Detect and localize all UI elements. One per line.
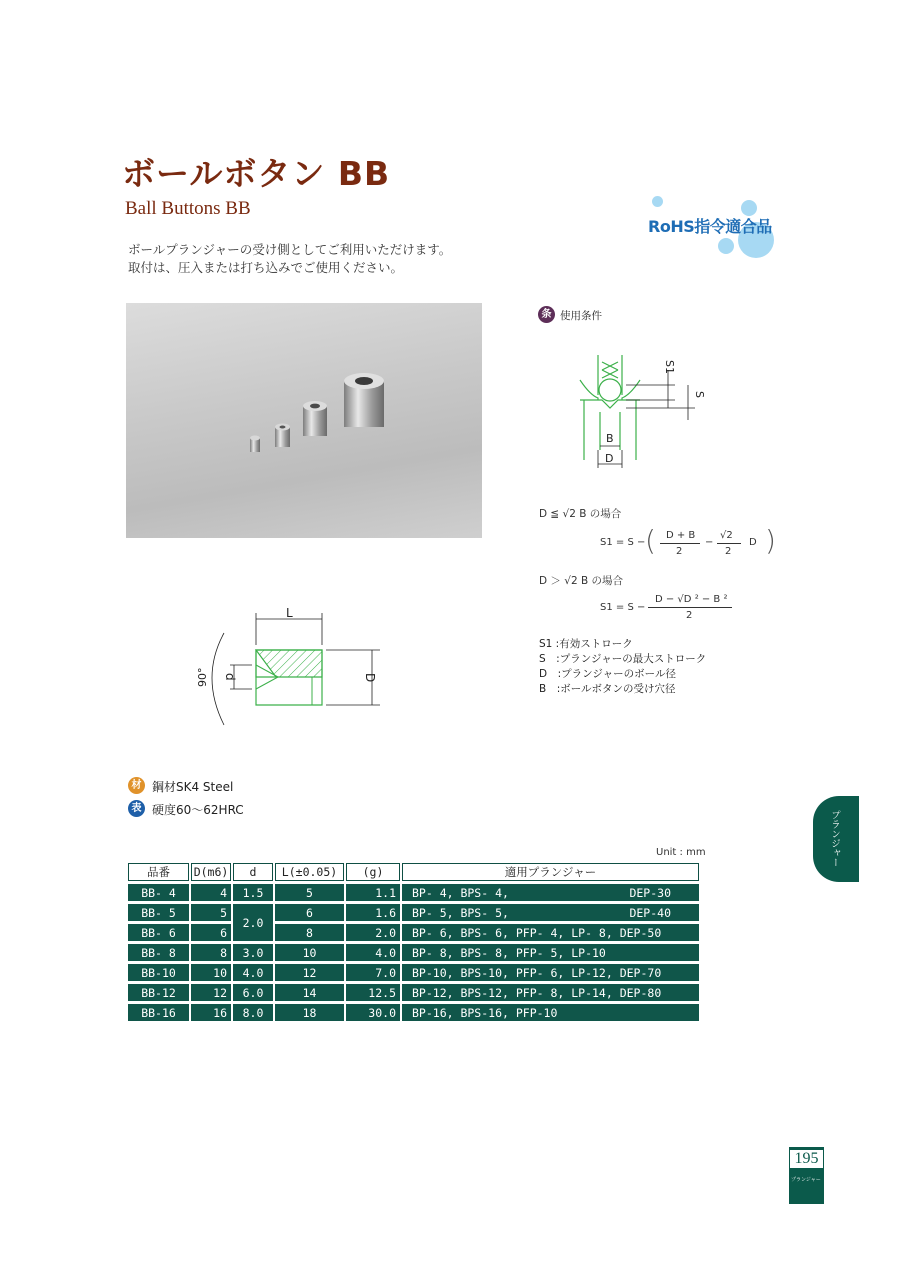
legend-s: S :プランジャーの最大ストローク xyxy=(539,653,707,665)
table-row xyxy=(128,924,699,941)
cell-part: BB- 8 xyxy=(128,944,189,961)
rohs-badge: RoHS指令適合品 xyxy=(648,217,772,236)
dim-angle: 90° xyxy=(196,667,209,687)
side-tab-label: プランジャー xyxy=(829,810,840,867)
cell-l: 6 xyxy=(275,904,344,921)
frac-line-1 xyxy=(660,543,700,544)
cell-weight: 7.0 xyxy=(346,964,400,981)
frac-line-2 xyxy=(717,543,741,544)
cell-weight: 2.0 xyxy=(346,924,400,941)
table-row xyxy=(128,904,699,921)
cell-dm6: 16 xyxy=(191,1004,231,1021)
dim-s1: S1 xyxy=(663,360,676,374)
col-weight: (g) xyxy=(346,863,400,881)
intro-line-1: ボールプランジャーの受け側としてご利用いただけます。 xyxy=(128,242,452,257)
cell-plunger: BP- 4, BPS- 4, DEP-30 xyxy=(402,884,699,901)
conditions-title: 使用条件 xyxy=(560,310,602,322)
dim-b: B xyxy=(606,432,614,445)
table-row xyxy=(128,1004,699,1021)
cell-plunger: BP-10, BPS-10, PFP- 6, LP-12, DEP-70 xyxy=(402,964,699,981)
formula1-d: D xyxy=(749,537,757,548)
cell-part: BB-12 xyxy=(128,984,189,1001)
table-row xyxy=(128,944,699,961)
product-drawing xyxy=(190,605,390,735)
cell-d: 3.0 xyxy=(233,944,273,961)
cell-dm6: 5 xyxy=(191,904,231,921)
unit-label: Unit : mm xyxy=(656,847,706,858)
cell-weight: 30.0 xyxy=(346,1004,400,1021)
cell-l: 14 xyxy=(275,984,344,1001)
spec-table xyxy=(126,860,701,1024)
formula2-num: D − √D ² − B ² xyxy=(655,594,728,605)
cell-dm6: 10 xyxy=(191,964,231,981)
col-plunger: 適用プランジャー xyxy=(402,863,699,881)
button-xlarge xyxy=(344,373,384,427)
cell-weight: 1.6 xyxy=(346,904,400,921)
cell-part: BB-10 xyxy=(128,964,189,981)
section-side-tab[interactable] xyxy=(813,796,859,882)
formula2-left: S1 = S − xyxy=(600,602,646,613)
formula1-minus: − xyxy=(705,537,714,548)
col-d-m6: D(m6) xyxy=(191,863,231,881)
cell-part: BB- 6 xyxy=(128,924,189,941)
cell-d: 1.5 xyxy=(233,884,273,901)
material-badge: 材 xyxy=(128,777,145,794)
formula1-left: S1 = S − xyxy=(600,537,646,548)
cell-d: 6.0 xyxy=(233,984,273,1001)
frac-line-3 xyxy=(648,607,732,608)
page-number: 195 xyxy=(789,1149,824,1169)
cell-l: 5 xyxy=(275,884,344,901)
table-row xyxy=(128,884,699,901)
table-header-row xyxy=(128,863,699,881)
formula1-den1: 2 xyxy=(676,546,683,557)
cell-part: BB- 4 xyxy=(128,884,189,901)
cell-l: 10 xyxy=(275,944,344,961)
paren-open: ( xyxy=(645,524,656,557)
material-text: 鋼材SK4 Steel xyxy=(152,780,234,794)
intro-line-2: 取付は、圧入または打ち込みでご使用ください。 xyxy=(128,260,404,275)
cell-d: 4.0 xyxy=(233,964,273,981)
cell-d: 2.0 xyxy=(233,904,273,941)
cell-l: 8 xyxy=(275,924,344,941)
legend-b: B :ボールボタンの受け穴径 xyxy=(539,683,676,695)
cell-plunger: BP-16, BPS-16, PFP-10 xyxy=(402,1004,699,1021)
legend-d: D :プランジャーのボール径 xyxy=(539,668,676,680)
cell-plunger: BP- 6, BPS- 6, PFP- 4, LP- 8, DEP-50 xyxy=(402,924,699,941)
col-part-no: 品番 xyxy=(128,863,189,881)
cell-weight: 12.5 xyxy=(346,984,400,1001)
case2-label: D ＞ √2 B の場合 xyxy=(539,575,624,587)
case1-label: D ≦ √2 B の場合 xyxy=(539,508,622,520)
table-row xyxy=(128,964,699,981)
paren-close: ) xyxy=(765,524,776,557)
cell-d: 8.0 xyxy=(233,1004,273,1021)
page-subtitle: Ball Buttons BB xyxy=(125,198,251,219)
dim-l: L xyxy=(286,606,293,620)
surface-badge: 表 xyxy=(128,800,145,817)
cell-plunger: BP-12, BPS-12, PFP- 8, LP-14, DEP-80 xyxy=(402,984,699,1001)
cell-weight: 1.1 xyxy=(346,884,400,901)
cell-weight: 4.0 xyxy=(346,944,400,961)
cell-l: 18 xyxy=(275,1004,344,1021)
table-row xyxy=(128,984,699,1001)
formula1-num1: D + B xyxy=(666,530,696,541)
page-section-label: プランジャー xyxy=(791,1177,821,1183)
formula1-num2: √2 xyxy=(720,530,733,541)
cell-dm6: 8 xyxy=(191,944,231,961)
usage-diagram xyxy=(560,340,720,475)
col-l: L(±0.05) xyxy=(275,863,344,881)
cell-dm6: 12 xyxy=(191,984,231,1001)
button-medium xyxy=(275,424,290,448)
col-d: d xyxy=(233,863,273,881)
cell-part: BB-16 xyxy=(128,1004,189,1021)
conditions-badge: 条 xyxy=(538,306,555,323)
dim-d-outer: D xyxy=(363,673,377,683)
formula2-den: 2 xyxy=(686,610,693,621)
legend-s1: S1 :有効ストローク xyxy=(539,638,633,650)
cell-plunger: BP- 5, BPS- 5, DEP-40 xyxy=(402,904,699,921)
dim-d: D xyxy=(605,452,614,465)
dim-d-inner: d xyxy=(223,673,237,681)
surface-text: 硬度60〜62HRC xyxy=(152,803,244,817)
formula1-den2: 2 xyxy=(725,546,732,557)
page-number-box xyxy=(789,1147,824,1204)
page-title: ボールボタン BB xyxy=(122,154,391,193)
cell-plunger: BP- 8, BPS- 8, PFP- 5, LP-10 xyxy=(402,944,699,961)
dim-s: S xyxy=(693,391,706,398)
button-large xyxy=(303,401,327,436)
cell-dm6: 4 xyxy=(191,884,231,901)
product-photo xyxy=(126,303,482,538)
button-small xyxy=(250,436,260,453)
cell-dm6: 6 xyxy=(191,924,231,941)
cell-l: 12 xyxy=(275,964,344,981)
cell-part: BB- 5 xyxy=(128,904,189,921)
